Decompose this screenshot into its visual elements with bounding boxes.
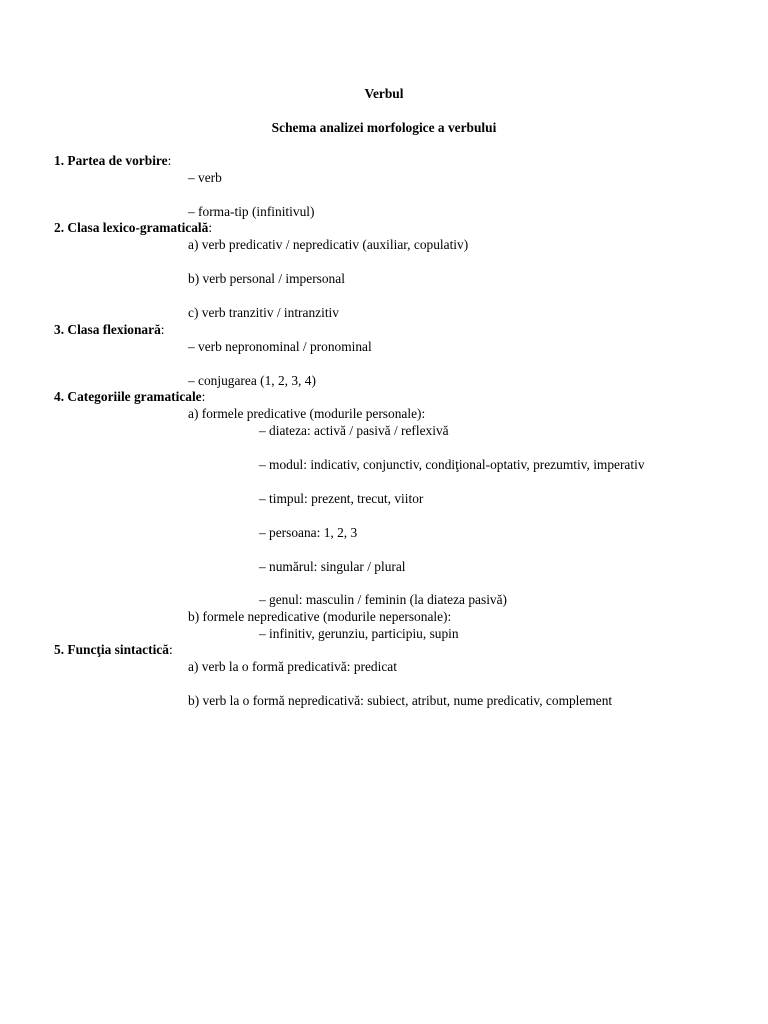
section-number: 3. [54,322,65,337]
section-number: 4. [54,389,65,404]
list-item: – diateza: activă / pasivă / reflexivă [259,423,449,438]
section-title: Clasa flexionară [67,322,161,337]
section-1-heading: 1. Partea de vorbire: [54,153,172,168]
section-number: 2. [54,220,65,235]
list-item: a) verb predicativ / nepredicativ (auxiliar, copulativ) [188,237,469,252]
list-item: – infinitiv, gerunziu, participiu, supin [259,626,459,641]
section-number: 5. [54,642,65,657]
section-2-heading: 2. Clasa lexico-gramaticală: [54,220,213,235]
list-item: – timpul: prezent, trecut, viitor [259,491,424,506]
section-title: Clasa lexico-gramaticală [67,220,209,235]
list-item: – verb [188,170,222,185]
section-title: Categoriile gramaticale [67,389,202,404]
list-item: – forma-tip (infinitivul) [188,204,315,219]
list-item: a) verb la o formă predicativă: predicat [188,659,397,674]
section-3-heading: 3. Clasa flexionară: [54,322,165,337]
subsection-label: b) formele nepredicative (modurile nepersonale): [188,609,452,624]
list-item: – persoana: 1, 2, 3 [259,525,358,540]
list-item: – numărul: singular / plural [259,559,406,574]
list-item: – modul: indicativ, conjunctiv, condiţional-optativ, prezumtiv, imperativ [259,457,645,472]
section-5-heading: 5. Funcţia sintactică: [54,642,173,657]
section-title: Funcţia sintactică [67,642,169,657]
list-item: b) verb la o formă nepredicativă: subiect, atribut, nume predicativ, complement [188,693,613,708]
subsection-label: a) formele predicative (modurile personale): [188,406,426,421]
list-item: c) verb tranzitiv / intranzitiv [188,305,339,320]
page-subtitle: Schema analizei morfologice a verbului [271,120,497,135]
section-title: Partea de vorbire [67,153,168,168]
list-item: b) verb personal / impersonal [188,271,345,286]
section-number: 1. [54,153,65,168]
section-4-heading: 4. Categoriile gramaticale: [54,389,206,404]
list-item: – genul: masculin / feminin (la diateza pasivă) [259,592,508,607]
list-item: – conjugarea (1, 2, 3, 4) [188,373,316,388]
list-item: – verb nepronominal / pronominal [188,339,372,354]
page-title: Verbul [364,86,404,101]
